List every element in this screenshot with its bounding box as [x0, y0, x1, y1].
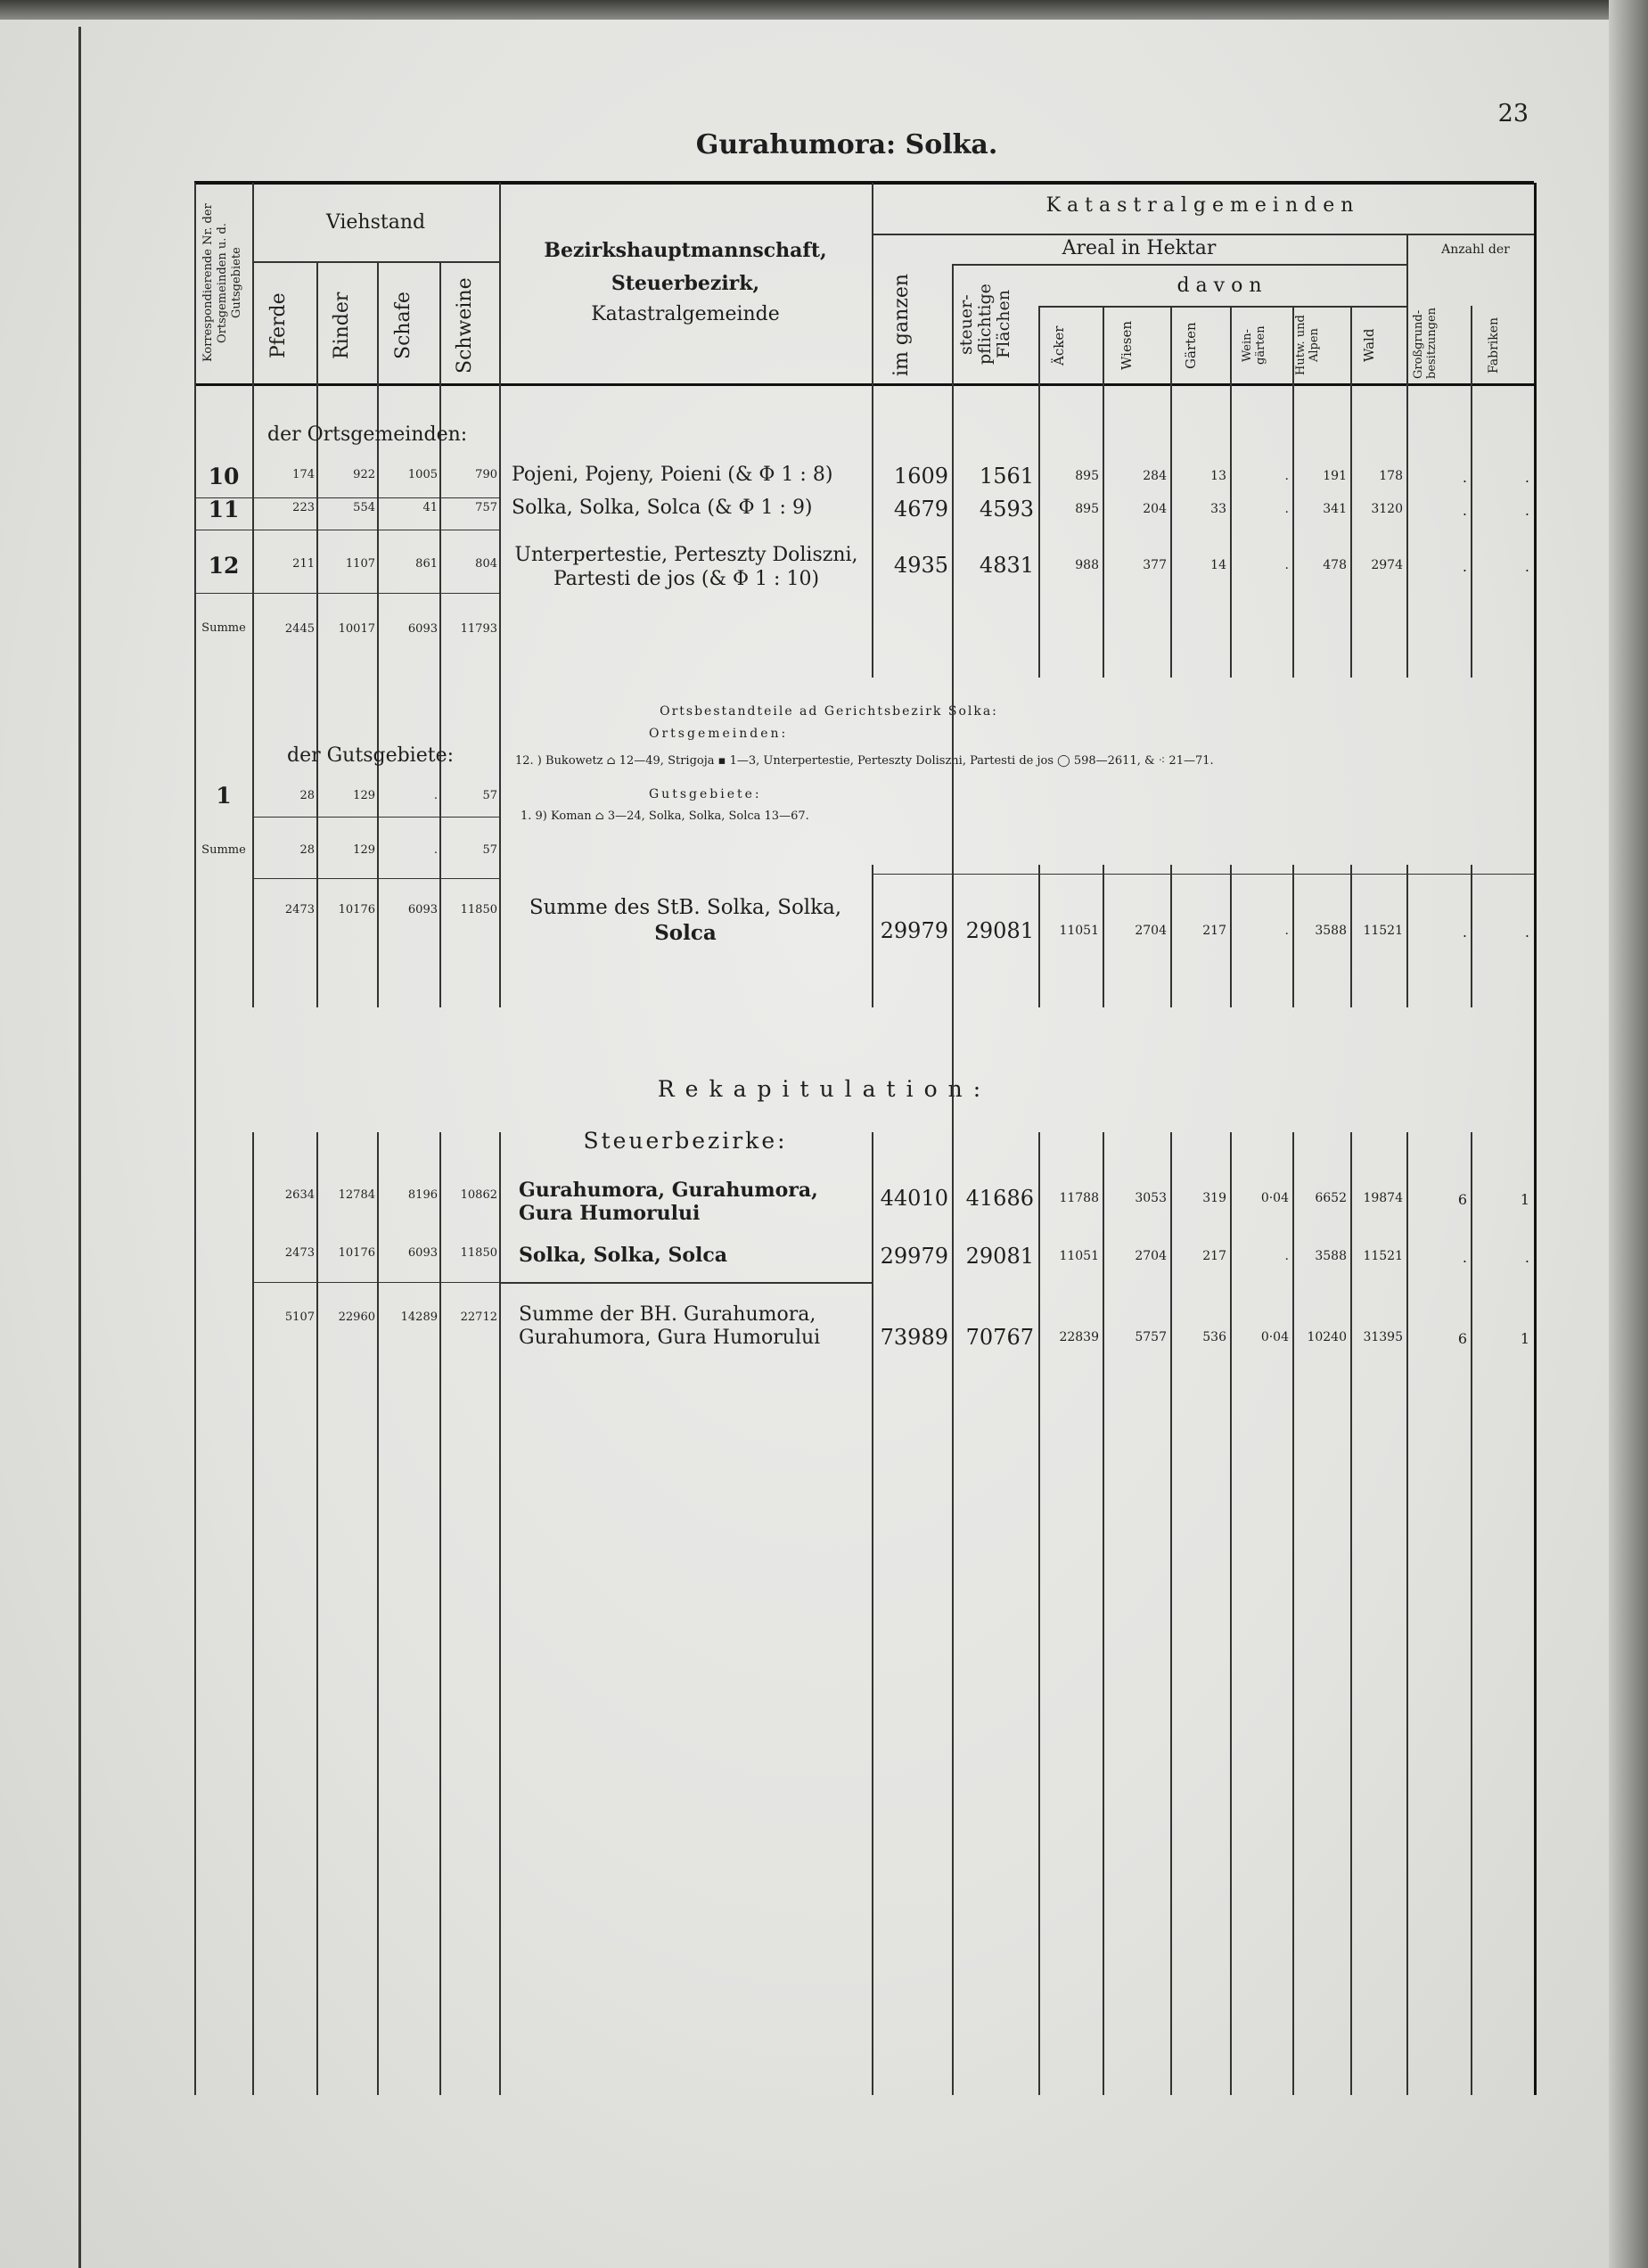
katastral-cell: 204: [1143, 502, 1167, 516]
total-stb-name-1: Summe des StB. Solka, Solka,: [529, 896, 842, 919]
rekap-katastral-cell: 6: [1457, 1191, 1467, 1208]
vieh-cell: 211: [292, 557, 315, 571]
rekap-katastral-cell: 3053: [1135, 1191, 1167, 1205]
total-stb-name-2: Solca: [654, 921, 717, 945]
gut-cell: 129: [353, 789, 375, 802]
katastral-cell: .: [1284, 558, 1289, 572]
rekap-katastral-cell: .: [1284, 1249, 1289, 1263]
scan-right-edge: [1609, 0, 1648, 2268]
rekap-vieh-cell: 2473: [284, 1246, 315, 1260]
rekap-total-katastral-cell: 70767: [965, 1325, 1034, 1350]
katastral-col-line: [1406, 306, 1408, 678]
katastral-col-line: [1230, 306, 1232, 678]
katastral-cell: 1561: [979, 464, 1034, 489]
notes-heading: Ortsbestandteile ad Gerichtsbezirk Solka:: [660, 704, 998, 719]
summe-gut-cell: 57: [482, 843, 497, 857]
summe-gut-cell: 129: [353, 843, 375, 857]
col-line: [872, 1132, 873, 2095]
header-pferde: Pferde: [267, 292, 290, 358]
rekap-total-katastral-cell: 73989: [880, 1325, 948, 1350]
page-number: 23: [1497, 100, 1529, 127]
rekap-katastral-cell: 319: [1202, 1191, 1226, 1205]
gut-cell: 28: [299, 789, 315, 802]
row-name: Partesti de jos (& Φ 1 : 10): [553, 568, 820, 590]
rekap-katastral-cell: 11788: [1059, 1191, 1099, 1205]
vieh-cell: 174: [292, 468, 315, 481]
katastral-cell: 33: [1210, 502, 1226, 516]
row-rule: [252, 817, 499, 818]
rekap-name: Gura Humorului: [519, 1202, 701, 1225]
notes-sub1: Ortsgemeinden:: [649, 727, 789, 741]
viehstand-rule: [252, 261, 499, 263]
rekap-total-cell: 22712: [460, 1311, 497, 1324]
total-stb-cell: 6093: [407, 903, 438, 916]
katastral-cell: 478: [1323, 558, 1347, 572]
rekap-vieh-cell: 6093: [407, 1246, 438, 1260]
gut-nr: 1: [216, 783, 232, 809]
rekap-name: Solka, Solka, Solca: [519, 1244, 728, 1267]
row-name: Unterpertestie, Perteszty Doliszni,: [514, 544, 858, 566]
rekap-katastral-cell: 2704: [1135, 1249, 1167, 1263]
summe-orts-cell: 11793: [460, 622, 497, 636]
column-header: Wein-gärten: [1241, 325, 1267, 366]
rekap-title: Rekapitulation:: [657, 1076, 992, 1102]
section-ortsgemeinden: der Ortsgemeinden:: [267, 423, 468, 446]
katastral-col-line: [1103, 306, 1104, 678]
katastral-col-line: [1038, 1132, 1040, 2095]
col-line: [316, 263, 318, 1007]
total-rule-left: [252, 878, 499, 879]
katastral-col-line: [1350, 1132, 1352, 2095]
katastral-col-line: [1103, 1132, 1104, 2095]
notes-sub2: Gutsgebiete:: [649, 787, 762, 801]
header-rinder: Rinder: [331, 292, 353, 359]
gut-cell: 57: [482, 789, 497, 802]
section-gutsgebiete: der Gutsgebiete:: [287, 744, 454, 767]
rekap-total-katastral-cell: 10240: [1307, 1330, 1347, 1344]
katastral-cell: 191: [1323, 469, 1347, 483]
rekap-katastral-cell: 44010: [880, 1186, 948, 1211]
katastral-cell: 4935: [893, 553, 948, 578]
katastral-cell: .: [1462, 558, 1467, 575]
katastral-cell: 895: [1075, 502, 1099, 516]
rekap-katastral-cell: 0·04: [1260, 1191, 1289, 1205]
table-top-rule: [194, 181, 1534, 185]
total-stb-cell: 11051: [1059, 924, 1099, 938]
column-header: Großgrund-besitzungen: [1412, 307, 1439, 379]
katastral-col-line: [1170, 306, 1172, 678]
rekap-katastral-cell: 19874: [1363, 1191, 1403, 1205]
katastral-cell: .: [1462, 502, 1467, 519]
summe-gut-cell: 28: [299, 843, 315, 857]
rekap-total-rule-right: [499, 1282, 872, 1284]
summe-label: Summe: [201, 621, 246, 635]
header-bez-2: Steuerbezirk,: [611, 272, 760, 295]
katastral-col-line: [1038, 306, 1040, 678]
row-rule: [194, 593, 499, 594]
rekap-name: Gurahumora, Gurahumora,: [519, 1179, 818, 1202]
rekap-katastral-cell: .: [1524, 1249, 1529, 1266]
rekap-total-katastral-cell: 0·04: [1260, 1330, 1289, 1344]
katastral-rule: [872, 234, 1534, 235]
header-anzahl: Anzahl der: [1441, 242, 1510, 257]
column-header: Hutw. und Alpen: [1294, 315, 1321, 376]
column-header: Fabriken: [1487, 316, 1501, 374]
total-stb-cell: 217: [1202, 924, 1226, 938]
katastral-col-line: [1471, 306, 1472, 678]
total-stb-cell: .: [1284, 924, 1289, 938]
rekap-total-rule-left: [252, 1282, 499, 1283]
rekap-katastral-cell: 11521: [1363, 1249, 1403, 1263]
katastral-cell: .: [1524, 502, 1529, 519]
rekap-steuerbezirke: Steuerbezirke:: [583, 1128, 788, 1154]
rekap-katastral-cell: 29081: [965, 1244, 1034, 1269]
total-stb-cell: 3588: [1315, 924, 1347, 938]
katastral-cell: .: [1524, 558, 1529, 575]
notes-line2: 1. 9) Koman ⌂ 3—24, Solka, Solka, Solca 13—67.: [521, 809, 809, 823]
col-line: [439, 263, 441, 1007]
katastral-col-line: [1471, 1132, 1472, 2095]
rekap-katastral-cell: 217: [1202, 1249, 1226, 1263]
anzahl-separator: [1406, 234, 1408, 306]
header-schafe: Schafe: [392, 292, 414, 359]
col-line: [316, 1132, 318, 2095]
column-header: Wiesen: [1119, 320, 1135, 371]
column-header: Wald: [1361, 328, 1377, 363]
total-stb-cell: .: [1524, 924, 1529, 941]
rekap-total-name: Summe der BH. Gurahumora,: [519, 1303, 816, 1326]
summe-gut-cell: .: [433, 843, 438, 857]
header-nr: Korrespondierende Nr. der Ortsgemeinden u. d. Gutsgebiete: [201, 203, 243, 363]
rekap-katastral-cell: 6652: [1315, 1191, 1347, 1205]
rekap-total-name: Gurahumora, Gura Humorului: [519, 1327, 821, 1349]
rekap-total-katastral-cell: 31395: [1363, 1330, 1403, 1344]
header-schweine: Schweine: [454, 277, 476, 374]
katastral-col-line: [1170, 1132, 1172, 2095]
vieh-cell: 922: [353, 468, 375, 481]
total-stb-cell: 2704: [1135, 924, 1167, 938]
header-bottom-rule: [194, 383, 1534, 386]
col-line: [377, 1132, 379, 2095]
katastral-col-line: [1406, 1132, 1408, 2095]
col-line: [252, 1132, 254, 2095]
table-right-edge: [1534, 183, 1537, 2095]
katastral-cell: 2974: [1371, 558, 1403, 572]
total-stb-cell: 10176: [338, 903, 375, 916]
vieh-cell: 1107: [345, 557, 375, 571]
total-stb-cell: 11850: [460, 903, 497, 916]
rekap-total-cell: 22960: [338, 1311, 375, 1324]
scan-top-edge: [0, 0, 1648, 20]
katastral-cell: 14: [1210, 558, 1226, 572]
katastral-cell: 4831: [979, 553, 1034, 578]
row-nr: 11: [208, 497, 240, 522]
katastral-cell: 178: [1379, 469, 1403, 483]
rekap-vieh-cell: 8196: [407, 1188, 438, 1202]
vieh-cell: 790: [475, 468, 497, 481]
scan-left-binding: [78, 27, 81, 2268]
rekap-vieh-cell: 12784: [338, 1188, 375, 1202]
total-stb-cell: 2473: [284, 903, 315, 916]
katastral-cell: 4593: [979, 497, 1034, 522]
vieh-cell: 1005: [407, 468, 438, 481]
col-line: [499, 1132, 501, 2095]
notes-line1: 12. ) Bukowetz ⌂ 12—49, Strigoja ▪ 1—3, Unterpertestie, Perteszty Doliszni, Partesti de jos ◯ 598—2611, & ⁖ 21—71.: [515, 754, 1214, 768]
rekap-vieh-cell: 10862: [460, 1188, 497, 1202]
summe-orts-cell: 2445: [284, 622, 315, 636]
katastral-cell: 377: [1143, 558, 1167, 572]
katastral-cell: .: [1284, 502, 1289, 516]
row-name: Solka, Solka, Solca (& Φ 1 : 9): [512, 497, 813, 519]
rekap-katastral-cell: 29979: [880, 1244, 948, 1269]
katastral-col-line: [1350, 306, 1352, 678]
summe-orts-cell: 10017: [338, 622, 375, 636]
header-viehstand: Viehstand: [325, 211, 426, 234]
header-katastral: Katastralgemeinden: [1045, 194, 1360, 217]
header-bez-3: Katastralgemeinde: [591, 303, 780, 325]
gut-cell: .: [433, 789, 438, 802]
col-line: [194, 183, 196, 2095]
vieh-cell: 223: [292, 501, 315, 514]
rekap-katastral-cell: 11051: [1059, 1249, 1099, 1263]
total-rule-right: [872, 874, 1534, 875]
col-line: [377, 263, 379, 1007]
col-line: [439, 1132, 441, 2095]
katastral-cell: 4679: [893, 497, 948, 522]
katastral-cell: .: [1284, 469, 1289, 483]
row-nr: 12: [208, 553, 240, 579]
areal-rule: [952, 264, 1406, 266]
total-stb-cell: 29081: [965, 918, 1034, 943]
summe-orts-cell: 6093: [407, 622, 438, 636]
summe-label-gut: Summe: [201, 843, 246, 857]
page-title: Gurahumora: Solka.: [695, 129, 998, 160]
column-header: Gärten: [1183, 322, 1199, 369]
total-stb-cell: 11521: [1363, 924, 1403, 938]
vieh-cell: 861: [415, 557, 438, 571]
rekap-total-katastral-cell: 22839: [1059, 1330, 1099, 1344]
rekap-vieh-cell: 11850: [460, 1246, 497, 1260]
katastral-cell: 895: [1075, 469, 1099, 483]
katastral-cell: 1609: [893, 464, 948, 489]
vieh-cell: 41: [422, 501, 438, 514]
rekap-total-cell: 5107: [284, 1311, 315, 1324]
areal-separator: [952, 264, 954, 306]
rekap-total-katastral-cell: 1: [1520, 1330, 1529, 1347]
column-header: im ganzen: [890, 273, 913, 376]
row-name: Pojeni, Pojeny, Poieni (& Φ 1 : 8): [512, 464, 833, 486]
vieh-cell: 804: [475, 557, 497, 571]
rekap-katastral-cell: 41686: [965, 1186, 1034, 1211]
katastral-cell: 988: [1075, 558, 1099, 572]
katastral-col-line: [1230, 1132, 1232, 2095]
rekap-total-katastral-cell: 536: [1202, 1330, 1226, 1344]
katastral-cell: 3120: [1371, 502, 1403, 516]
column-header: Äcker: [1051, 325, 1067, 366]
vieh-cell: 554: [353, 501, 375, 514]
header-bez-1: Bezirkshauptmannschaft,: [544, 239, 827, 262]
header-areal: Areal in Hektar: [1062, 237, 1217, 259]
column-header: steuer-pflichtige Flächen: [956, 284, 1013, 366]
katastral-cell: 284: [1143, 469, 1167, 483]
vieh-cell: 757: [475, 501, 497, 514]
rekap-katastral-cell: 3588: [1315, 1249, 1347, 1263]
katastral-cell: .: [1462, 469, 1467, 486]
col-line: [252, 183, 254, 1007]
katastral-cell: 13: [1210, 469, 1226, 483]
rekap-total-katastral-cell: 6: [1457, 1330, 1467, 1347]
rekap-vieh-cell: 10176: [338, 1246, 375, 1260]
total-stb-cell: .: [1462, 924, 1467, 941]
katastral-cell: 341: [1323, 502, 1347, 516]
katastral-cell: .: [1524, 469, 1529, 486]
rekap-vieh-cell: 2634: [284, 1188, 315, 1202]
rekap-total-cell: 14289: [400, 1311, 438, 1324]
katastral-col-line: [1292, 1132, 1294, 2095]
row-nr: 10: [208, 464, 240, 489]
rekap-katastral-cell: .: [1462, 1249, 1467, 1266]
total-stb-cell: 29979: [880, 918, 948, 943]
header-davon: davon: [1177, 275, 1268, 297]
rekap-total-katastral-cell: 5757: [1135, 1330, 1167, 1344]
rekap-katastral-cell: 1: [1520, 1191, 1529, 1208]
